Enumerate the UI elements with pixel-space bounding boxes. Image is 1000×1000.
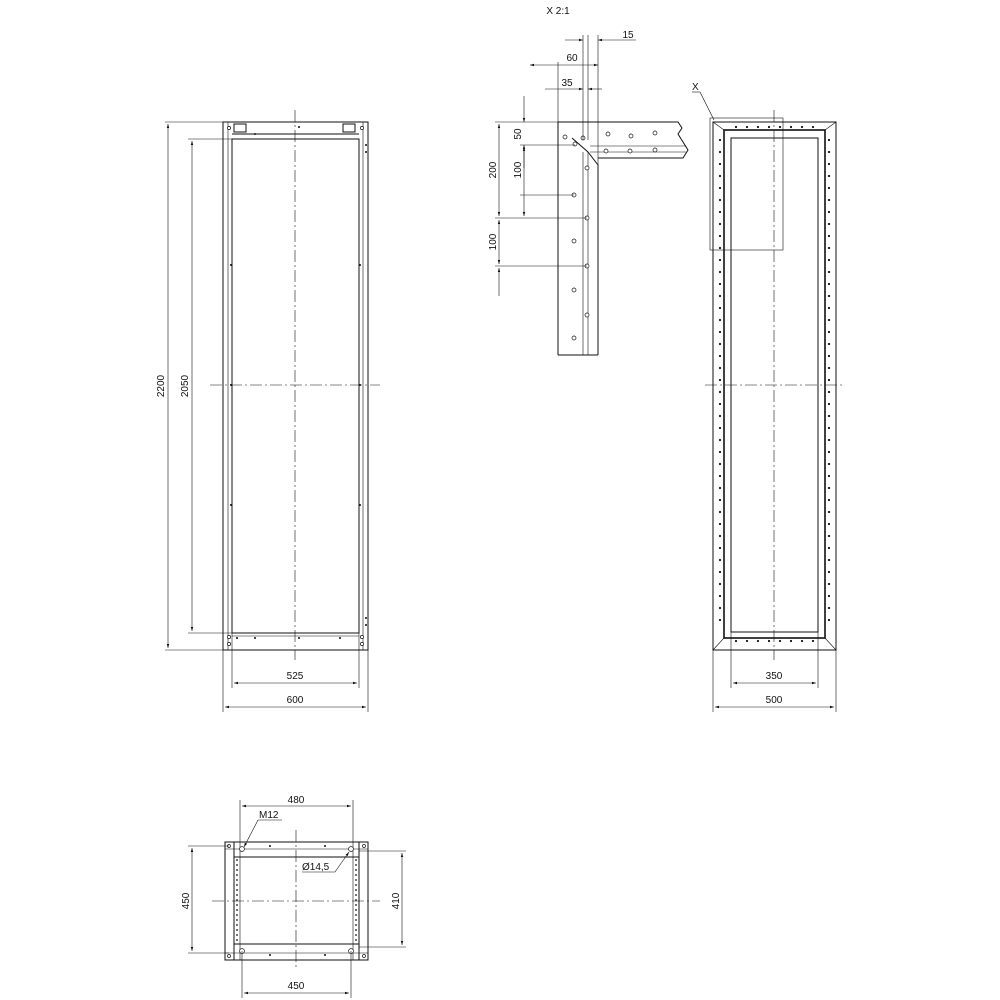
bottom-dim-450-left: 450 [181,892,192,910]
dim-600: 600 [286,695,304,706]
rail-hole [719,475,721,477]
front-holes [227,126,367,646]
rail-hole [236,859,238,861]
rail-hole [719,163,721,165]
rail-hole [719,259,721,261]
rail-hole [719,499,721,501]
rail-hole [719,571,721,573]
rail-hole [828,583,830,585]
rail-hole [719,619,721,621]
detail-dim-60: 60 [566,53,578,64]
rail-hole [719,343,721,345]
rail-hole [719,439,721,441]
rail-hole [828,607,830,609]
rail-hole [236,899,238,901]
rail-hole [355,899,357,901]
detail-dim-15: 15 [622,30,634,41]
rail-hole [828,271,830,273]
rail-hole [828,223,830,225]
rail-hole [719,379,721,381]
rail-hole [828,355,830,357]
rail-hole [828,211,830,213]
rail-hole [355,884,357,886]
rail-hole [719,511,721,513]
rail-hole [719,319,721,321]
rail-hole [719,187,721,189]
rail-hole [828,247,830,249]
rail-hole [719,235,721,237]
side-view [692,82,845,712]
rail-hole [828,331,830,333]
detail-x-marker: X [692,82,699,93]
dim-525: 525 [286,671,304,682]
rail-hole [790,640,792,642]
dim-2200: 2200 [156,374,167,398]
side-frame-rail [724,130,825,638]
rail-hole [828,367,830,369]
rail-hole [236,894,238,896]
rail-hole [236,884,238,886]
dim-2050: 2050 [180,374,191,398]
rail-hole [236,914,238,916]
rail-hole [236,879,238,881]
rail-hole [757,640,759,642]
rail-hole [719,607,721,609]
side-dim-350: 350 [765,671,783,682]
rail-hole [236,869,238,871]
rail-hole [768,640,770,642]
rail-hole [828,307,830,309]
rail-hole [719,271,721,273]
rail-hole [828,595,830,597]
rail-hole [828,571,830,573]
rail-hole [719,415,721,417]
detail-dim-200: 200 [488,161,499,179]
rail-hole [355,914,357,916]
detail-title: X 2:1 [546,6,570,17]
rail-hole [355,879,357,881]
rail-hole [828,235,830,237]
rail-hole [812,126,814,128]
rail-hole [355,874,357,876]
rail-hole [719,559,721,561]
rail-hole [355,869,357,871]
lifting-eye-right [343,124,355,132]
rail-hole [236,939,238,941]
front-outer-frame [223,122,368,650]
rail-hole [828,319,830,321]
rail-hole [746,126,748,128]
detail-holes [563,131,657,340]
rail-hole [355,934,357,936]
rail-hole [355,894,357,896]
rail-hole [757,126,759,128]
rail-hole [801,126,803,128]
rail-hole [355,939,357,941]
rail-hole [236,864,238,866]
rail-hole [236,909,238,911]
rail-hole [828,343,830,345]
front-view [156,110,380,712]
rail-hole [236,924,238,926]
rail-hole [828,259,830,261]
rail-hole [719,403,721,405]
rail-hole [735,640,737,642]
rail-hole [355,919,357,921]
rail-hole [828,523,830,525]
rail-hole [828,175,830,177]
side-dim-500: 500 [765,695,783,706]
bottom-view [181,795,406,998]
rail-hole [355,904,357,906]
rail-hole [828,415,830,417]
rail-hole [828,547,830,549]
bottom-dim-410-right: 410 [391,892,402,910]
rail-hole [719,211,721,213]
detail-dim-100-b: 100 [488,233,499,251]
thread-label-m12: M12 [259,810,279,821]
rail-hole [828,619,830,621]
rail-hole [719,175,721,177]
rail-hole [719,523,721,525]
rail-hole [746,640,748,642]
rail-hole [828,535,830,537]
rail-hole [719,247,721,249]
rail-hole [828,199,830,201]
rail-hole [779,640,781,642]
rail-hole [828,283,830,285]
rail-hole [719,283,721,285]
rail-hole [355,864,357,866]
rail-hole [355,889,357,891]
rail-hole [779,126,781,128]
detail-dim-100-a: 100 [513,161,524,179]
rail-hole [828,559,830,561]
rail-hole [790,126,792,128]
detail-horizontal-profile [558,122,688,158]
rail-hole [801,640,803,642]
rail-hole [828,451,830,453]
rail-hole [719,223,721,225]
rail-hole [828,475,830,477]
rail-hole [719,451,721,453]
rail-hole [236,889,238,891]
rail-hole [828,463,830,465]
rail-hole [719,487,721,489]
rail-hole [719,367,721,369]
front-inner-opening [232,139,359,633]
rail-hole [768,126,770,128]
detail-view [488,6,688,355]
rail-hole [719,199,721,201]
lifting-eye-left [234,124,246,132]
detail-dim-35: 35 [561,78,573,89]
rail-hole [719,463,721,465]
rail-hole [236,904,238,906]
rail-hole [812,640,814,642]
rail-hole [236,874,238,876]
rail-hole [236,919,238,921]
rail-hole [735,126,737,128]
rail-hole [236,929,238,931]
rail-hole [828,139,830,141]
rail-hole [719,139,721,141]
detail-dim-50: 50 [513,128,524,140]
hole-label-d14-5: Ø14,5 [302,862,330,873]
rail-hole [719,307,721,309]
side-rail-holes [719,126,830,642]
rail-hole [828,163,830,165]
rail-hole [719,547,721,549]
rail-hole [719,583,721,585]
rail-hole [719,535,721,537]
rail-hole [828,187,830,189]
rail-hole [719,427,721,429]
rail-hole [355,924,357,926]
rail-hole [719,295,721,297]
rail-hole [828,439,830,441]
rail-hole [828,295,830,297]
rail-hole [828,379,830,381]
rail-hole [828,487,830,489]
rail-hole [828,427,830,429]
rail-hole [236,934,238,936]
rail-hole [828,151,830,153]
rail-hole [355,929,357,931]
rail-hole [355,859,357,861]
rail-hole [719,595,721,597]
rail-hole [828,511,830,513]
rail-hole [719,355,721,357]
rail-hole [828,499,830,501]
rail-hole [719,391,721,393]
rail-hole [719,151,721,153]
rail-hole [355,909,357,911]
rail-hole [719,331,721,333]
bottom-dim-450-bottom: 450 [287,981,305,992]
bottom-dim-480: 480 [287,795,305,806]
rail-hole [828,403,830,405]
bottom-inner-opening [234,857,359,944]
rail-hole [828,391,830,393]
